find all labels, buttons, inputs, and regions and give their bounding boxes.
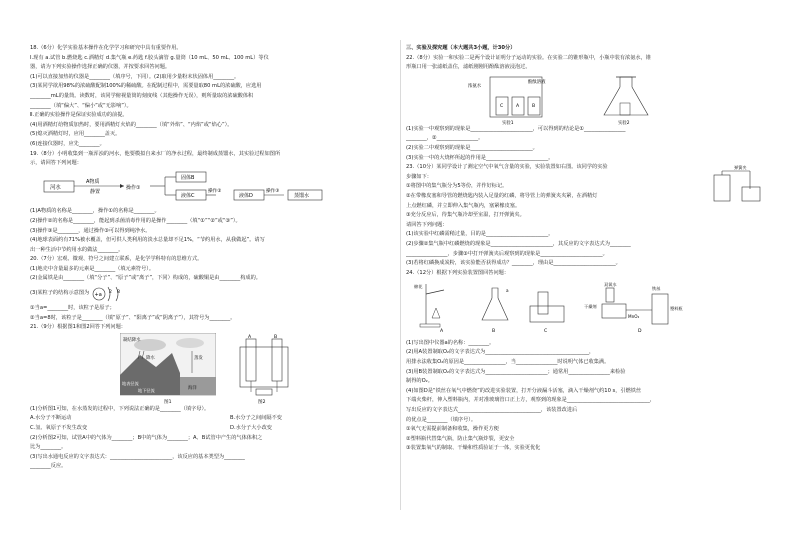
beaker-b-label: B [532,103,536,109]
q18-line: Ⅱ.正确的实验操作是保证实验成功的前提。 [30,112,128,119]
q24-line: (4)如图D是“铁丝在氧气中燃烧”的改进实验装置，打开分液漏斗活塞，滴入干燥剂气约10 s，引燃铁丝 [406,387,642,394]
q24-line: 写出反应的文字表达式________________________________，该装置改进后 [406,407,578,414]
q22-line: (3)实验一中的大烧杯所起的作用是________________________。 [406,154,554,161]
q20-line: ①当a=________时，该粒子是原子； [30,305,115,312]
q21-line: (3)写出水通电反应的文字表达式：________________________，该反应的基本类型为________ [30,453,245,460]
option-b: B.水分子之间间隔不变 [230,415,282,422]
water-cycle-figure [120,333,216,405]
flow-solid-b: 固体B [181,174,195,181]
cycle-label: 蒸发 [194,355,203,361]
phenolphthalein-label: 酚酞溶液 [528,79,546,85]
q21-line: (1)分析图1可知，在水蒸发的过程中，下列说法正确的是________（填字母）。 [30,405,210,412]
spring-clip-label: 弹簧夹 [734,165,747,171]
flow-settle-label: 静置 [90,188,101,195]
q23-line: 请回答下列问题： [406,221,448,228]
q21-line: 21.（9分）根据图1和图2回答下列问题： [30,324,126,331]
q24-line: 的优点是________（填序号）。 [406,416,477,423]
gas-preparation-apparatus [406,278,706,334]
cycle-label: 地下径流 [138,387,155,393]
q24-line: 24.（12分）根据下列实验装置图回答问题： [406,269,510,276]
q21-options-row [30,424,398,434]
q18-line: 器，请为下列实验操作选择正确的仪器，并按要求回答问题。 [30,64,171,71]
q19-line: 示，请回答下列问题： [30,160,82,167]
q24-line: 制得的O₂。 [406,378,433,385]
flow-distilled-label: 蒸馏水 [294,192,310,199]
experiment-1-figure [466,73,556,125]
apparatus-c-label: C [544,329,548,335]
q18-line: (1)可以直接加热的仪器是________（填序号，下同）。(2)取用少量粉末状固体用________。 [30,73,240,80]
q19-line: (2)操作②的名称是________，能起到杀菌消毒作用的是操作________（填“①”“②”或“③”）。 [30,217,241,224]
question-20 [30,255,398,323]
q23-line: ________________，步骤③中打开弹簧夹后观察到的现象是________________________。 [406,250,608,257]
q18-line: (3)某同学欲用98%的浓硫酸配制100%的稀硫酸。在配制过程中，需要量取80 mL的浓硫酸，应选用 [30,83,262,90]
water-purification-flowchart [30,171,330,201]
q23-line: 上点燃红磷，并立即伸入集气瓶内，塞紧橡皮塞。 [406,202,521,209]
apparatus-note: 双氧水 [604,282,617,288]
question-18 [30,44,398,150]
q18-line: (5)熄灭酒精灯时，应用________盖灭。 [30,131,121,138]
question-22 [406,54,768,164]
question-23 [406,163,768,269]
q22-figures [406,73,768,125]
q20-line: (3)某粒子的结构示意图为 [30,290,90,297]
option-d: D.水分子大小改变 [230,425,272,432]
electrolysis-figure [234,333,294,405]
tube-a-label: A [248,334,252,340]
q18-line: 18.（6分）化学实验基本操作在化学学习和研究中具有重要作用。 [30,45,182,51]
apparatus-d-label: D [638,329,642,335]
q23-line: 步骤如下： [406,173,432,180]
q23-line: (3)若将红磷换成炭粉，该实验能否获得成功？________，理由是________________________。 [406,260,621,267]
q20-line: (1)地壳中含量最多的元素是________（填元素符号）。 [30,265,155,272]
q21-figures [30,333,398,405]
experiment-2-caption: 实验2 [618,120,630,125]
apparatus-b-label: B [492,329,496,335]
q22-line: ________，②________________。 [406,135,484,142]
q23-line: 23.（10分）某同学设计了测定空气中氧气含量的实验，实验装置如右图。该同学的实验 [406,164,608,171]
q19-line: 出一种生活中节约用水的做法________。 [30,246,124,253]
flow-liquid-d: 液体D [239,192,253,199]
q23-line: ②在带橡皮塞和导管的燃烧匙内装入足量的红磷，将导管上的弹簧夹夹紧，在酒精灯 [406,192,598,199]
atom-structure-diagram [89,284,129,304]
k-shell-electrons: 2 [109,290,113,296]
left-column [30,44,398,472]
q22-line: 形瓶口用一张滤纸盖住，滤纸刚刚用酚酞溶液浸泡过。 [406,64,531,71]
apparatus-a-label: A [440,329,444,335]
q21-line: 比为________。 [30,444,67,451]
q19-line: 19.（8分）小明收集到一瓶浑浊的河水，他要模拟自来水厂的净水过程，最终制成蒸馏水，其实验过程如图所 [30,150,281,157]
q19-line: (3)操作③是________，通过操作③可以得到纯净水。 [30,227,151,234]
experiment-1-caption: 实验1 [502,120,514,125]
column-divider [400,40,401,510]
q18-line: (4)用酒精灯给物质加热时，要用酒精灯火焰的________（填“外焰”、“内焰”或“焰心”）。 [30,121,233,128]
experiment-2-figure [596,73,656,125]
q18-line: ________mL的量筒。读数时，该同学俯视量筒的刻度线（其他操作无误），则所量取的浓硫酸体积 [30,92,254,99]
q21-options-row [30,414,398,424]
beaker-a-label: A [516,103,520,109]
q20-line: 20.（7分）宏观、微观、符号之间建立联系，是化学学科特有的思维方式。 [30,256,203,263]
flow-reagent-label: A物质 [86,178,100,185]
q24-line: (3)用B装置制取O₂的文字表达式为________________________；通常用________________来检验 [406,368,626,375]
q24-option: ③装置集氧气的制取、干燥和性质验证于一体，实验更优化 [406,445,541,452]
cycle-label: 地表径流 [122,380,139,386]
q23-line: (2)步骤②集气瓶中红磷燃烧的现象是________________________，其反应的文字表达式为________ [406,240,631,247]
apparatus-note: 棉花 [414,284,423,290]
q24-line: 用排水法收集O₂的原因是________________，当________________时说明气体已收集满。 [406,359,610,366]
apparatus-note: 铁丝 [652,286,661,292]
cycle-label: 海洋 [188,385,197,391]
q23-line: ①将图中的集气瓶分为5等份，并作好标记。 [406,183,508,190]
q20-line: ②当a=8时，该粒子是________（填“原子”、“阳离子”或“阴离子”），其符号为________。 [30,314,236,321]
q19-line: (4)地球表面约有71%被水覆盖，但可供人类利用的淡水总量却不足1%，“节约用水，从我做起”。请写 [30,237,265,244]
figure-1-caption: 图1 [164,399,172,405]
q24-line: (1)写出图中仪器a的名称：________。 [406,339,495,346]
flow-op1-label: 操作① [126,184,141,191]
option-a: A.水分子不断运动 [30,415,72,422]
q21-line: (2)分析图2可知，试管A中的气体为________；B中的气体为________；A、B试管中产生的气体体积之 [30,434,263,441]
l-shell-electrons: 8 [117,290,121,296]
q24-line: 下端火柴杆，伸入塑料瓶内，并对准玻璃管口正上方，观察到的现象是________________________________， [406,397,656,404]
apparatus-note: a [506,288,509,294]
tube-b-label: B [274,334,278,340]
q22-line: 22.（8分）实验一和实验二是两个设计证明分子运动的实验。在实验二的锥形瓶中，小瓶中装有浓氨水，锥 [406,54,651,61]
apparatus-note: MnO₂ [628,314,640,320]
q24-option: ②塑料瓶代替集气瓶，防止集气瓶炸裂，更安全 [406,435,515,442]
q20-line: (2)金属铁是由________（填“分子”、“原子”或“离子”，下同）构成的，硫酸铜是由________构成的。 [30,275,261,282]
q18-line: (6)连接仪器时，应先________。 [30,140,105,147]
right-column [406,44,768,454]
flow-river-label: 河水 [50,184,61,191]
apparatus-note: 干燥剂 [584,304,597,310]
cycle-label: 凝结降水 [123,337,141,343]
apparatus-note: 塑料瓶 [670,306,683,312]
flow-op3-label: 操作③ [266,188,280,194]
question-21 [30,323,398,472]
ammonia-label: 浓氨水 [468,83,482,89]
question-19 [30,150,398,256]
q23-line: ③充分反应后，待集气瓶冷却至室温，打开弹簧夹。 [406,212,525,219]
flow-op2-label: 操作② [208,188,222,194]
figure-2-caption: 图2 [258,399,266,405]
q20-structure-row [30,284,398,304]
question-24 [406,269,768,454]
q18-line: Ⅰ.现有 a.试管 b.燃烧匙 c.酒精灯 d.集气瓶 e.药匙 f.胶头滴管 g.量筒（10 mL、50 mL、100 mL）等仪 [30,54,269,61]
option-c: C.氢、氧原子不发生改变 [30,425,88,432]
beaker-c-label: C [500,103,504,109]
q22-line: (2)实验二中观察到的现象是________________________。 [406,144,538,151]
nucleus-charge: +a [94,292,102,299]
q18-line: ________（填“偏大”、“偏小”或“无影响”）。 [30,102,132,109]
q19-line: (1)A物质的名称是________，操作①的名称是________。 [30,208,160,215]
q21-line: ________反应。 [30,463,67,470]
q22-line: (1)实验一中观察到的现象是________________________，可以得到的结论是①________________ [406,125,626,132]
section-title: 三、实验及探究题（本大题共3小题，计30分） [406,45,516,51]
q24-option: ①氧气无需提前制备和收集，操作更方便 [406,426,499,433]
q23-line: (1)该实验中红磷需稍过量，目的是________________________。 [406,231,554,238]
q24-line: (2)用A装置制取O₂的文字表达式为________________________________________， [406,349,595,356]
oxygen-content-apparatus [710,165,766,205]
flow-liquid-c: 液体C [181,192,195,199]
cycle-label: 降水 [146,355,155,361]
